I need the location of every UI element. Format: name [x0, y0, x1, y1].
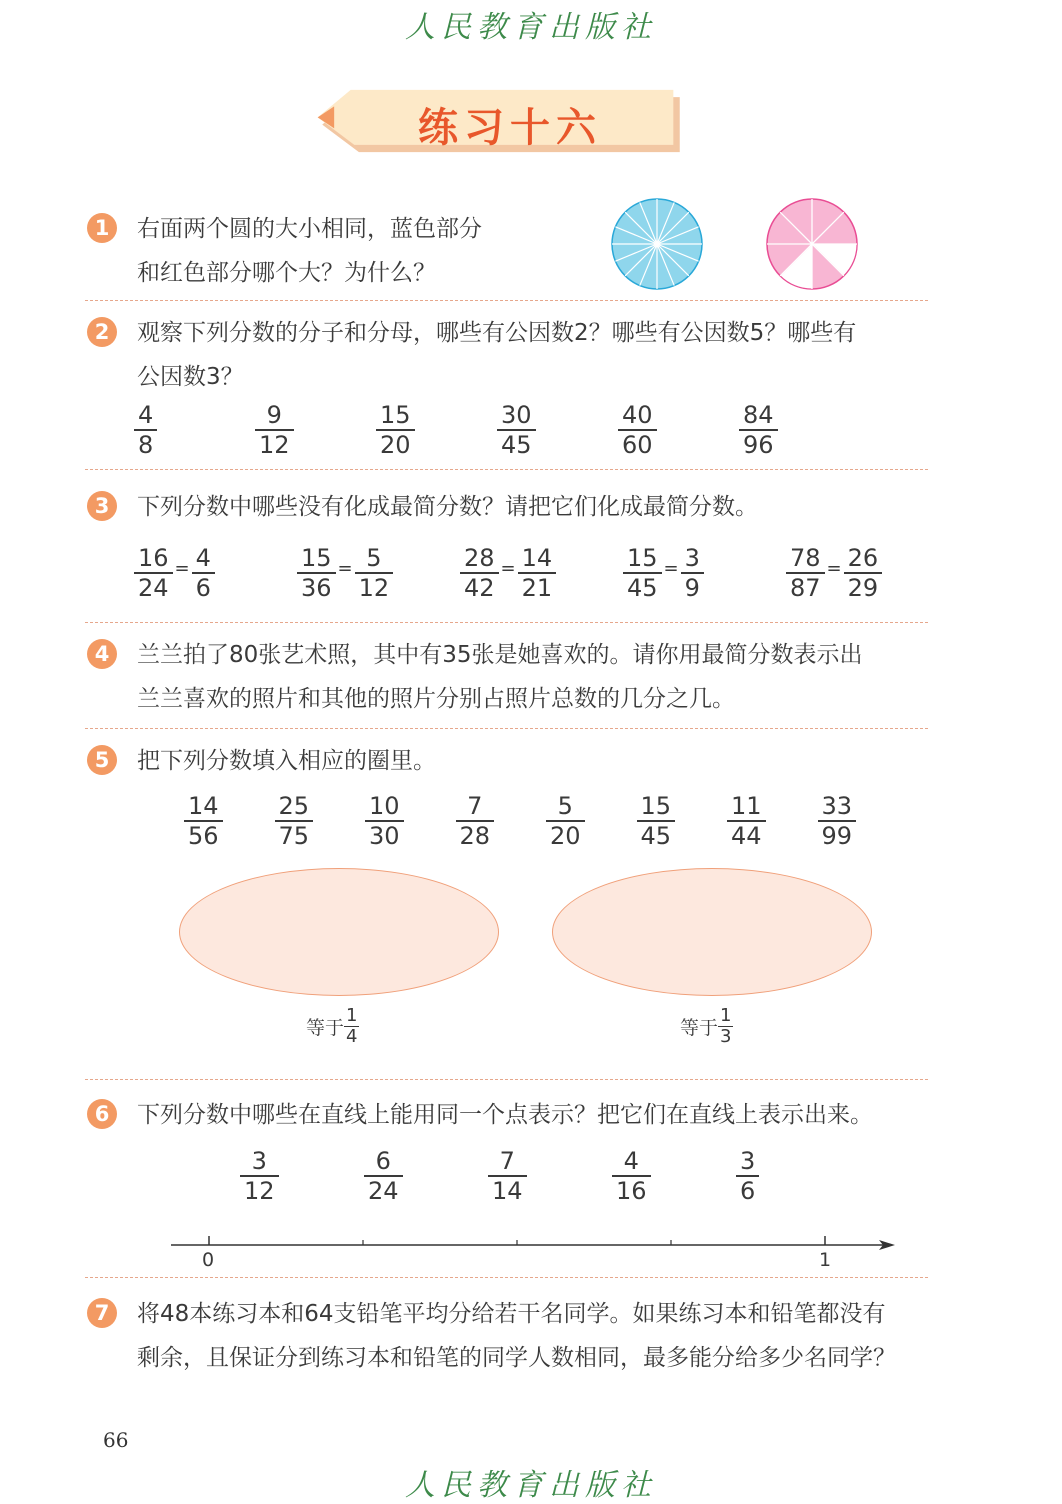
question-number-5: 5: [87, 745, 117, 775]
fraction: [344, 1006, 359, 1047]
question-number-2: 2: [87, 317, 117, 347]
denominator: 44: [731, 822, 762, 850]
equals-text: 等于: [306, 1017, 345, 1039]
numerator: 15: [623, 544, 662, 574]
publisher-footer: 人民教育出版社: [405, 1468, 657, 1503]
fraction: [376, 401, 415, 459]
numerator: 4: [612, 1147, 651, 1177]
number-line[interactable]: [165, 1230, 900, 1270]
question-number-4: 4: [87, 639, 117, 669]
question-1-text: [137, 207, 482, 295]
fraction-equation: [134, 544, 215, 602]
equals-sign: =: [663, 558, 679, 579]
denominator: 56: [188, 822, 219, 850]
question-6-text: 下列分数中哪些在直线上能用同一个点表示？把它们在直线上表示出来。: [137, 1102, 873, 1128]
publisher-header: 人民教育出版社: [405, 10, 657, 45]
denominator: 96: [743, 431, 774, 459]
fraction: [364, 1147, 403, 1205]
numerator: 16: [134, 544, 173, 574]
divider: [85, 622, 928, 623]
label-equals-one-third: [680, 1006, 733, 1047]
question-4-text: [137, 633, 863, 721]
denominator: 45: [627, 574, 658, 602]
blue-circle-16-parts: [608, 196, 706, 292]
fraction: [637, 792, 676, 850]
denominator: 24: [368, 1177, 399, 1205]
axis-label-1: 1: [819, 1249, 832, 1271]
fraction: [818, 792, 857, 850]
question-5-text: 把下列分数填入相应的圈里。: [137, 748, 436, 774]
question-number-1: 1: [87, 213, 117, 243]
denominator: 75: [278, 822, 310, 850]
question-2-text: [137, 311, 856, 399]
question-4-line2: 兰兰喜欢的照片和其他的照片分别占照片总数的几分之几。: [137, 686, 735, 712]
fraction: [460, 544, 499, 602]
fraction: [727, 792, 766, 850]
denominator: 60: [622, 431, 653, 459]
question-number-3: 3: [87, 491, 117, 521]
fraction: [844, 544, 883, 602]
equals-text: 等于: [680, 1017, 719, 1039]
numerator: 4: [192, 544, 215, 574]
numerator: 84: [739, 401, 778, 431]
numerator: 7: [456, 792, 495, 822]
numerator: 14: [184, 792, 223, 822]
divider: [85, 728, 928, 729]
numerator: 3: [240, 1147, 279, 1177]
fraction: [297, 544, 336, 602]
numerator: 3: [681, 544, 704, 574]
fraction-equation: [786, 544, 882, 602]
fraction: [681, 544, 704, 602]
divider: [85, 1079, 928, 1080]
equals-sign: =: [337, 558, 353, 579]
numerator: 25: [275, 792, 314, 822]
fraction: [255, 401, 294, 459]
question-7-line1: 将48本练习本和64支铅笔平均分给若干名同学。如果练习本和铅笔都没有: [137, 1301, 886, 1327]
fraction: [718, 1006, 733, 1047]
denominator: 20: [380, 431, 411, 459]
fraction: [192, 544, 215, 602]
divider: [85, 469, 928, 470]
numerator: 4: [134, 401, 157, 431]
fraction-equation: [623, 544, 704, 602]
fraction: [355, 544, 394, 602]
fraction-equation: [297, 544, 393, 602]
numerator: 26: [844, 544, 883, 574]
equals-sign: =: [174, 558, 190, 579]
fraction: [736, 1147, 759, 1205]
question-3-text: 下列分数中哪些没有化成最简分数？请把它们化成最简分数。: [137, 494, 758, 520]
divider: [85, 300, 928, 301]
denominator: 30: [369, 822, 400, 850]
fraction-equation: [460, 544, 556, 602]
fraction: [612, 1147, 651, 1205]
equals-sign: =: [500, 558, 516, 579]
denominator: 29: [847, 574, 879, 602]
denominator: 45: [640, 822, 672, 850]
denominator: 8: [138, 431, 154, 459]
numerator: 10: [365, 792, 404, 822]
page-title: 练习十六: [418, 104, 602, 151]
numerator: 6: [364, 1147, 403, 1177]
denominator: 12: [358, 574, 390, 602]
numerator: 28: [460, 544, 499, 574]
denominator: 4: [346, 1026, 358, 1047]
denominator: 12: [244, 1177, 275, 1205]
fraction: [134, 401, 157, 459]
question-2-line2: 公因数3？: [137, 364, 244, 390]
denominator: 9: [684, 574, 700, 602]
denominator: 16: [616, 1177, 647, 1205]
numerator: 14: [518, 544, 557, 574]
question-number-6: 6: [87, 1099, 117, 1129]
denominator: 36: [301, 574, 332, 602]
answer-circle-one-quarter[interactable]: [179, 868, 499, 996]
question-2-line1: 观察下列分数的分子和分母，哪些有公因数2？哪些有公因数5？哪些有: [137, 320, 857, 346]
divider: [85, 1277, 928, 1278]
fraction: [546, 792, 585, 850]
numerator: 15: [637, 792, 676, 822]
denominator: 42: [464, 574, 495, 602]
numerator: 5: [355, 544, 394, 574]
answer-circle-one-third[interactable]: [552, 868, 872, 996]
page-number: 66: [103, 1428, 129, 1452]
fraction: [786, 544, 825, 602]
question-1-line1: 右面两个圆的大小相同，蓝色部分: [137, 216, 482, 242]
fraction: [618, 401, 657, 459]
numerator: 11: [727, 792, 766, 822]
denominator: 14: [492, 1177, 523, 1205]
axis-label-0: 0: [202, 1249, 215, 1271]
fraction: [240, 1147, 279, 1205]
numerator: 40: [618, 401, 657, 431]
fraction: [739, 401, 778, 459]
equals-sign: =: [826, 558, 842, 579]
question-1-line2: 和红色部分哪个大？为什么？: [137, 260, 436, 286]
fraction: [488, 1147, 527, 1205]
denominator: 45: [501, 431, 532, 459]
numerator: 33: [818, 792, 857, 822]
numerator: 3: [736, 1147, 759, 1177]
numerator: 9: [255, 401, 294, 431]
fraction: [365, 792, 404, 850]
denominator: 3: [720, 1026, 732, 1047]
pink-circle-8-parts: [763, 196, 861, 292]
denominator: 99: [821, 822, 853, 850]
fraction: [623, 544, 662, 602]
question-number-7: 7: [87, 1298, 117, 1328]
fraction: [456, 792, 495, 850]
question-7-text: [137, 1292, 896, 1380]
fraction: [184, 792, 223, 850]
denominator: 6: [740, 1177, 756, 1205]
fraction: [497, 401, 536, 459]
numerator: 1: [346, 1005, 358, 1026]
numerator: 1: [720, 1005, 732, 1026]
fraction: [275, 792, 314, 850]
label-equals-one-quarter: [306, 1006, 359, 1047]
denominator: 6: [195, 574, 211, 602]
denominator: 21: [521, 574, 553, 602]
numerator: 7: [488, 1147, 527, 1177]
denominator: 20: [550, 822, 581, 850]
numerator: 15: [297, 544, 336, 574]
denominator: 87: [790, 574, 821, 602]
denominator: 28: [459, 822, 491, 850]
question-7-line2: 剩余，且保证分到练习本和铅笔的同学人数相同，最多能分给多少名同学？: [137, 1345, 896, 1371]
fraction: [134, 544, 173, 602]
denominator: 24: [138, 574, 169, 602]
numerator: 78: [786, 544, 825, 574]
question-4-line1: 兰兰拍了80张艺术照，其中有35张是她喜欢的。请你用最简分数表示出: [137, 642, 863, 668]
denominator: 12: [259, 431, 290, 459]
numerator: 15: [376, 401, 415, 431]
numerator: 5: [546, 792, 585, 822]
fraction: [518, 544, 557, 602]
numerator: 30: [497, 401, 536, 431]
